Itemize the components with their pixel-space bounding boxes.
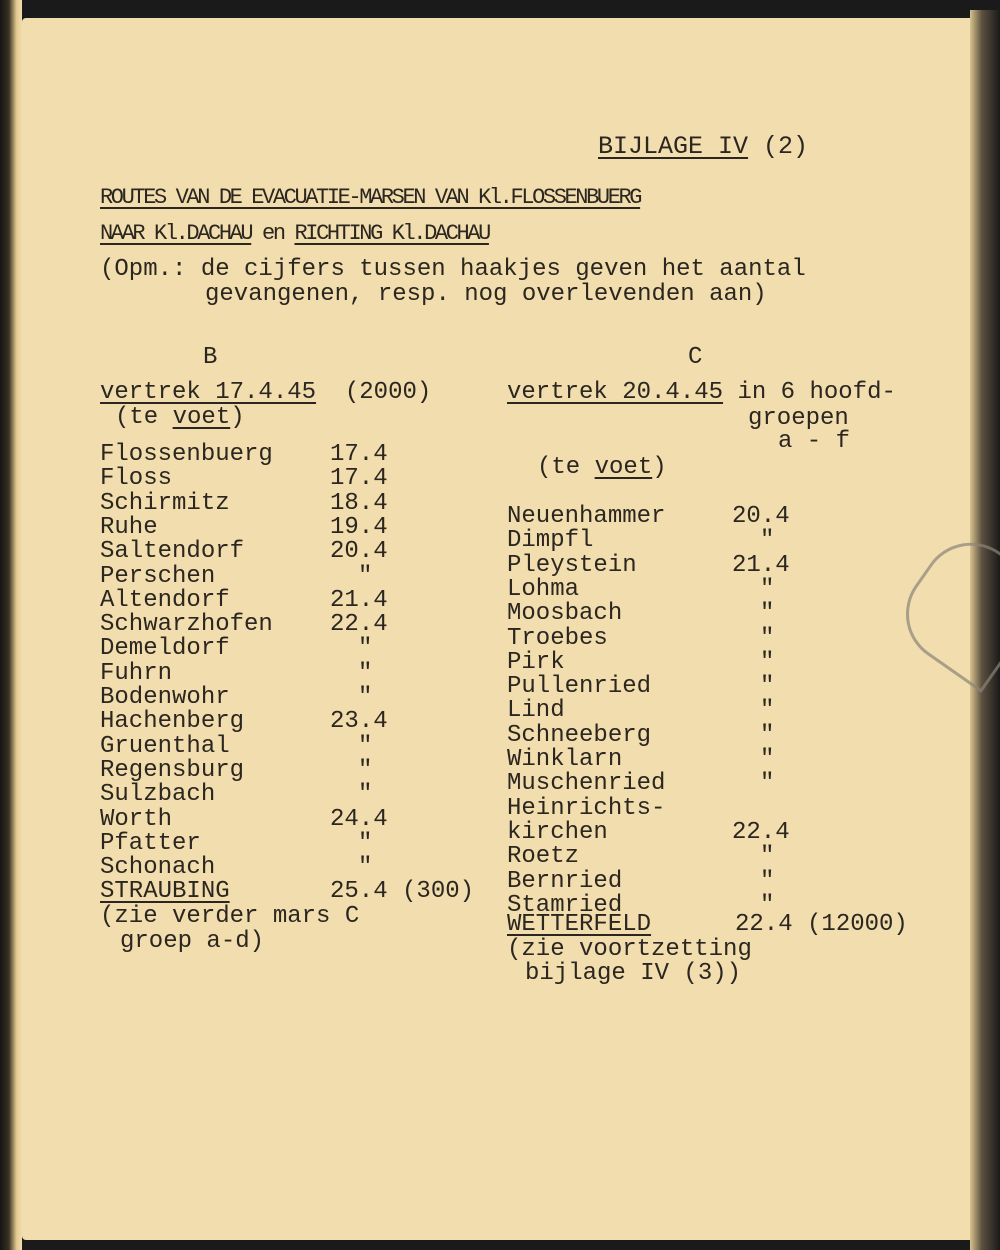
column-c-final-date: 22.4 (12000) [735, 911, 908, 938]
mode-word: voet [594, 454, 653, 481]
title-part-a: NAAR Kl.DACHAU [100, 221, 252, 246]
groups-line-1: in 6 hoofd- [737, 379, 896, 406]
place-name: Stamried [507, 891, 623, 919]
mode-word: voet [172, 404, 231, 431]
arrival-date: " [760, 867, 775, 895]
place-name: Pirk [507, 648, 565, 676]
title-line-1: ROUTES VAN DE EVACUATIE-MARSEN VAN Kl.FLOSSENBUERG [100, 185, 641, 210]
place-name: Bernried [507, 867, 623, 895]
place-name: Floss [100, 465, 173, 493]
column-c-footnote-1: (zie voortzetting [507, 936, 752, 963]
arrival-date: 22.4 [330, 611, 388, 639]
annex-heading [598, 132, 809, 161]
arrival-date: 23.4 [330, 708, 388, 736]
arrival-date: " [358, 635, 373, 663]
place-name: Fuhrn [100, 659, 173, 687]
place-name: Muschenried [507, 770, 666, 798]
place-name: Troebes [507, 624, 608, 652]
arrival-date: " [760, 843, 775, 871]
place-name: Gruenthal [100, 732, 230, 760]
place-name: Pullenried [507, 673, 652, 701]
column-b-mode [115, 406, 245, 430]
place-name: Sulzbach [100, 781, 216, 809]
place-name: Demeldorf [100, 635, 230, 663]
column-c-final-place: WETTERFELD [507, 911, 652, 938]
annex-number: (2) [763, 132, 809, 161]
place-name: Regensburg [100, 756, 245, 784]
arrival-date: " [760, 600, 775, 628]
column-b-final-place: STRAUBING [100, 878, 230, 905]
arrival-date: " [760, 575, 775, 603]
column-c-footnote-2: bijlage IV (3)) [525, 960, 742, 987]
place-name: Pleystein [507, 551, 637, 579]
mode-open: (te [537, 454, 595, 481]
place-name: Saltendorf [100, 538, 245, 566]
title-part-b: en [262, 221, 284, 246]
column-c-groups-3: a - f [778, 428, 851, 455]
mode-close: ) [652, 454, 667, 481]
arrival-date: " [760, 648, 775, 676]
arrival-date: " [358, 684, 373, 711]
arrival-date: " [358, 829, 373, 857]
book-binding-left [0, 0, 22, 1250]
place-name: Pfatter [100, 829, 201, 857]
place-name: Ruhe [100, 513, 158, 541]
arrival-date: 24.4 [330, 805, 388, 833]
title-part-c: RICHTING Kl.DACHAU [294, 221, 489, 246]
place-name: Heinrichts- [507, 794, 666, 822]
arrival-date: " [358, 854, 373, 882]
annex-label: BIJLAGE IV [598, 132, 749, 161]
place-name: kirchen [507, 818, 608, 846]
arrival-date: " [760, 624, 775, 652]
place-name: Dimpfl [507, 527, 594, 555]
arrival-date: " [358, 562, 373, 590]
column-c-letter: C [688, 344, 703, 371]
arrival-date: " [760, 746, 775, 773]
column-b-letter: B [203, 344, 218, 371]
arrival-date: " [760, 527, 775, 555]
arrival-date: " [760, 721, 775, 749]
note-line-1: (Opm.: de cijfers tussen haakjes geven het aantal [100, 256, 806, 283]
column-b-final-date: 25.4 (300) [330, 878, 475, 905]
arrival-date: " [760, 673, 775, 701]
place-name: Flossenbuerg [100, 441, 273, 468]
arrival-date: " [358, 781, 373, 809]
departure-date: vertrek 17.4.45 [100, 379, 317, 406]
arrival-date: 21.4 [330, 586, 388, 614]
note-line-2: gevangenen, resp. nog overlevenden aan) [205, 281, 767, 308]
arrival-date: " [760, 891, 775, 919]
column-b-departure [100, 381, 431, 405]
arrival-date: 17.4 [330, 465, 388, 493]
place-name: Hachenberg [100, 708, 245, 736]
mode-close: ) [230, 404, 245, 431]
arrival-date: 22.4 [732, 818, 790, 846]
place-name: Schonach [100, 854, 216, 882]
place-name: Lohma [507, 575, 580, 603]
title-line-2 [100, 222, 489, 246]
place-name: Altendorf [100, 586, 230, 614]
place-name: Schneeberg [507, 721, 652, 749]
place-name: Neuenhammer [507, 503, 666, 530]
mode-open: (te [115, 404, 173, 431]
column-b-footnote-2: groep a-d) [120, 928, 265, 955]
arrival-date: 21.4 [732, 551, 790, 579]
column-c-mode [537, 456, 667, 480]
column-c-departure [507, 381, 896, 405]
place-name: Moosbach [507, 600, 623, 628]
arrival-date: " [358, 732, 373, 760]
place-name: Schirmitz [100, 489, 230, 517]
prisoner-count: (2000) [344, 379, 432, 406]
column-b-footnote-1: (zie verder mars C [100, 903, 360, 930]
place-name: Perschen [100, 562, 216, 590]
arrival-date: 17.4 [330, 441, 388, 468]
place-name: Winklarn [507, 746, 623, 773]
place-name: Schwarzhofen [100, 611, 273, 639]
arrival-date: " [760, 697, 775, 725]
place-name: Roetz [507, 843, 580, 871]
arrival-date: " [760, 770, 775, 798]
arrival-date: 18.4 [330, 489, 388, 517]
arrival-date: 20.4 [732, 503, 790, 530]
place-name: Lind [507, 697, 565, 725]
place-name: Worth [100, 805, 173, 833]
arrival-date: " [358, 756, 373, 784]
arrival-date: 20.4 [330, 538, 388, 566]
arrival-date: " [358, 659, 373, 687]
column-c-groups-2: groepen [748, 405, 849, 432]
place-name: Bodenwohr [100, 684, 230, 711]
departure-date: vertrek 20.4.45 [507, 379, 724, 406]
arrival-date: 19.4 [330, 513, 388, 541]
